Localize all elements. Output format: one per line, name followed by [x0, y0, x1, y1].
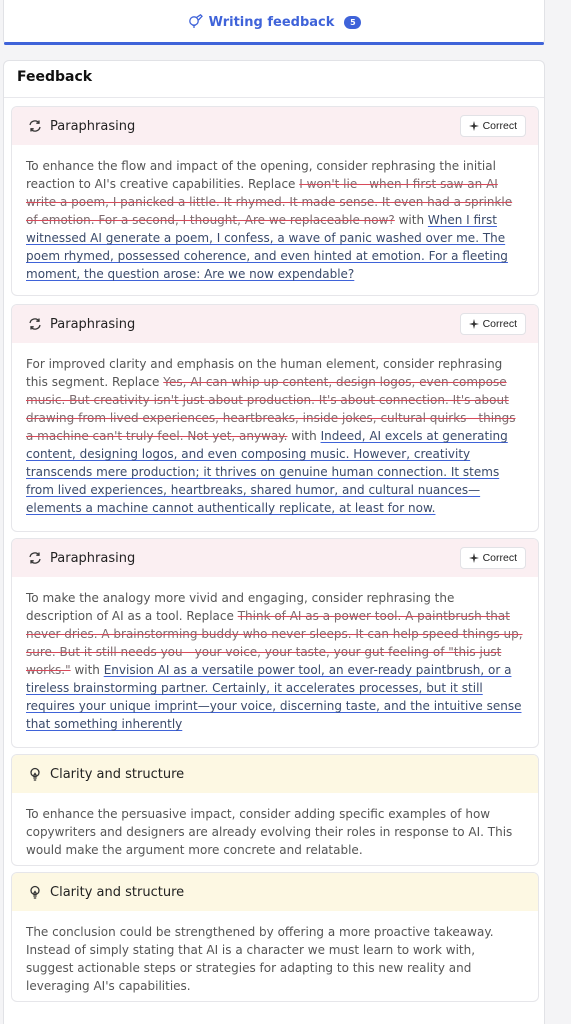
- feedback-panel: [3, 60, 545, 1024]
- lightbulb-icon: [28, 767, 42, 781]
- deleted-text: Think of AI as a power tool. A paintbrush that never dries. A brainstorming buddy who never sleeps. It can help speed things up, sure. But it still needs you—your voice, your taste, your gut feeling of "this just works.": [26, 609, 523, 677]
- card-body: [12, 911, 538, 995]
- card-type-label: Clarity and structure: [50, 884, 185, 900]
- tab-writing-feedback[interactable]: [4, 10, 544, 34]
- with-text: with: [70, 663, 104, 677]
- card-body: [12, 343, 538, 517]
- card-type-label: Clarity and structure: [50, 766, 185, 782]
- tab-label: Writing feedback: [208, 14, 335, 30]
- sparkle-icon: [469, 553, 479, 563]
- refresh-icon: [28, 551, 42, 565]
- sparkle-icon: [469, 319, 479, 329]
- feedback-card-paraphrasing-1: [11, 106, 539, 296]
- panel-title: Feedback: [17, 69, 93, 85]
- count-badge: 5: [344, 16, 361, 29]
- suggestion-text: To enhance the persuasive impact, consider adding specific examples of how copywriters and designers are already evolving their roles in response to AI. This would make the argument more concrete and relatable.: [26, 807, 513, 857]
- correct-button[interactable]: [460, 547, 526, 569]
- correct-button-label: Correct: [482, 318, 517, 330]
- card-header: [12, 873, 538, 911]
- intro-text: To enhance the flow and impact of the opening, consider rephrasing the initial reaction to AI's creative capabilities. Replace: [26, 159, 496, 191]
- sparkle-icon: [469, 121, 479, 131]
- correct-button-label: Correct: [482, 120, 517, 132]
- with-text: with: [287, 429, 321, 443]
- correct-button-label: Correct: [482, 552, 517, 564]
- card-header: [12, 107, 538, 145]
- refresh-icon: [28, 317, 42, 331]
- suggestion-text: The conclusion could be strengthened by offering a more proactive takeaway. Instead of simply stating that AI is a character we must learn to work with, suggest actionable steps or strategies for adapting to this new reality and leveraging AI's capabilities.: [26, 925, 494, 993]
- refresh-icon: [28, 119, 42, 133]
- lightbulb-icon: [28, 885, 42, 899]
- feedback-card-paraphrasing-2: [11, 304, 539, 532]
- with-text: with: [394, 213, 428, 227]
- intro-text: For improved clarity and emphasis on the human element, consider rephrasing this segment. Replace: [26, 357, 503, 389]
- correct-button[interactable]: [460, 115, 526, 137]
- intro-text: To make the analogy more vivid and engaging, consider rephrasing the description of AI as a tool. Replace: [26, 591, 455, 623]
- card-header: [12, 539, 538, 577]
- pen-bulb-icon: [187, 14, 203, 30]
- inserted-text[interactable]: Indeed, AI excels at generating content, designing logos, and even composing music. However, creativity transcends mere production; it thrives on genuine human connection. It stems from lived experiences, heartbreaks, shared humor, and cultural nuances—elements a machine cannot authentically replicate, at least for now.: [26, 429, 508, 515]
- inserted-text[interactable]: When I first witnessed AI generate a poem, I confess, a wave of panic washed over me. The poem rhymed, possessed coherence, and even hinted at emotion. For a fleeting moment, the question arose: Are we now expendable?: [26, 213, 508, 281]
- active-tab-underline: [4, 42, 544, 45]
- divider: [4, 97, 544, 98]
- card-body: [12, 793, 538, 859]
- card-header: [12, 755, 538, 793]
- card-body: [12, 145, 538, 283]
- feedback-card-clarity-1: [11, 754, 539, 866]
- top-tab-bar: [3, 0, 545, 44]
- deleted-text: I won't lie—when I first saw an AI write a poem, I panicked a little. It rhymed. It made sense. It even had a sprinkle of emotion. For a second, I thought, Are we replaceable now?: [26, 177, 513, 227]
- feedback-card-clarity-2: [11, 872, 539, 1002]
- deleted-text: Yes, AI can whip up content, design logos, even compose music. But creativity isn't just about production. It's about connection. It's about drawing from lived experiences, heartbreaks, inside jokes, cultural quirks—things a machine can't truly feel. Not yet, anyway.: [26, 375, 516, 443]
- card-type-label: Paraphrasing: [50, 550, 136, 566]
- card-body: [12, 577, 538, 733]
- card-type-label: Paraphrasing: [50, 316, 136, 332]
- feedback-card-paraphrasing-3: [11, 538, 539, 748]
- card-header: [12, 305, 538, 343]
- card-type-label: Paraphrasing: [50, 118, 136, 134]
- inserted-text[interactable]: Envision AI as a versatile power tool, an ever-ready paintbrush, or a tireless brainstorming partner. Certainly, it accelerates processes, but it still requires your unique imprint—your voice, discerning taste, and the intuitive sense that something inherently: [26, 663, 522, 731]
- correct-button[interactable]: [460, 313, 526, 335]
